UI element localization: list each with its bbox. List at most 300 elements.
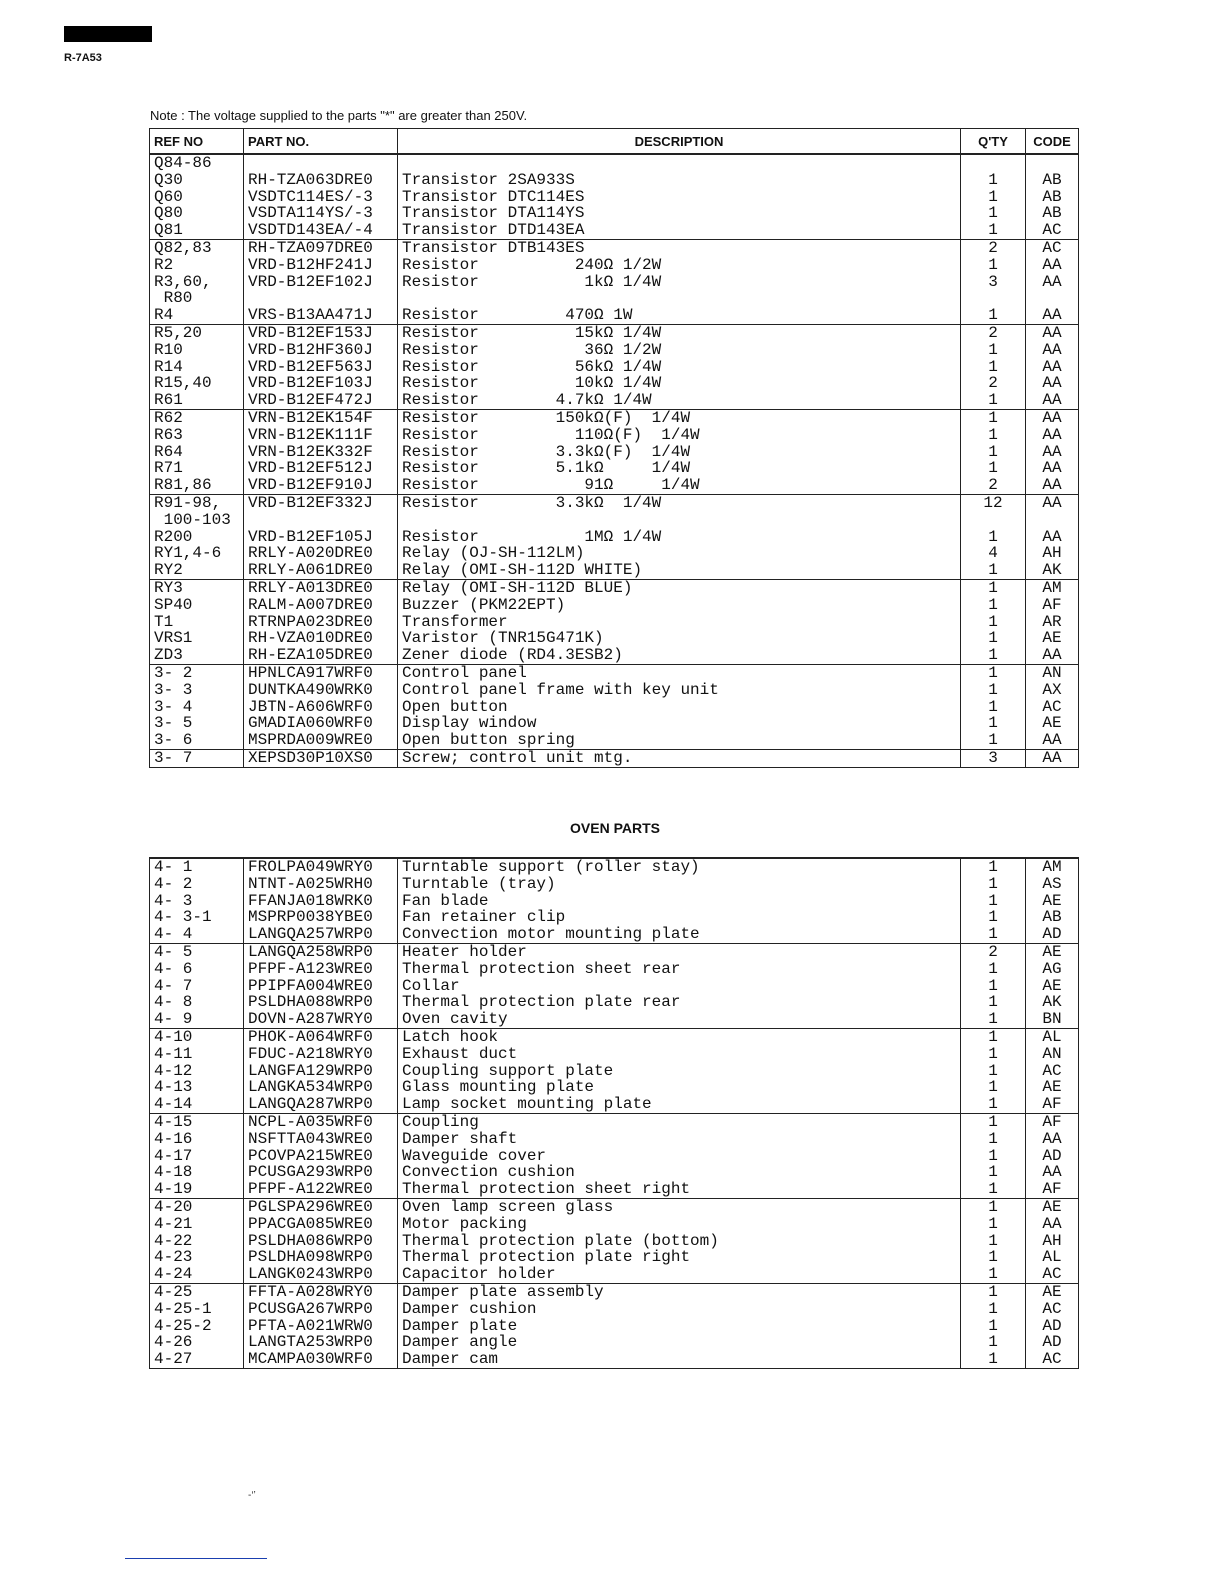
cell-line: Q84-86	[154, 155, 212, 172]
cell-line: Damper cam	[402, 1351, 499, 1368]
cell-line: FROLPA049WRY0	[248, 859, 373, 876]
cell-line: 1	[988, 358, 998, 376]
cell-line: 1	[988, 715, 998, 733]
cell-line: SP40	[154, 596, 193, 614]
cell-line: 1	[988, 1130, 998, 1148]
code-cell	[1026, 1198, 1079, 1283]
part-no-cell	[244, 943, 398, 1028]
electrical-parts-table	[149, 128, 1079, 768]
cell-line: VRS-B13AA471J	[248, 307, 373, 324]
qty-cell	[961, 664, 1026, 749]
cell-line: 1	[988, 613, 998, 631]
ref-no-cell	[150, 409, 244, 494]
cell-line: AD	[1042, 1334, 1062, 1352]
cell-line: 1	[988, 926, 998, 943]
cell-line: PSLDHA088WRP0	[248, 994, 373, 1012]
description-cell	[398, 579, 961, 664]
cell-line: AA	[1042, 528, 1062, 546]
cell-line: Damper cushion	[402, 1300, 537, 1318]
cell-line: VRN-B12EK332F	[248, 443, 373, 461]
cell-line: 1	[988, 1147, 998, 1165]
cell-line: Fan blade	[402, 892, 489, 910]
cell-line: 1	[988, 1317, 998, 1335]
cell-line: AE	[1042, 1283, 1062, 1301]
cell-line: AF	[1042, 1096, 1062, 1113]
cell-line: Lamp socket mounting plate	[402, 1096, 652, 1113]
cell-line: RY1,4-6	[154, 545, 222, 563]
cell-line: Resistor 470Ω 1W	[402, 307, 633, 324]
cell-line: Transistor DTC114ES	[402, 188, 585, 206]
code-cell	[1026, 749, 1079, 767]
code-cell	[1026, 1113, 1079, 1198]
cell-line: PSLDHA098WRP0	[248, 1249, 373, 1267]
cell-line: AA	[1042, 409, 1062, 427]
part-no-cell	[244, 154, 398, 239]
cell-line: AA	[1042, 443, 1062, 461]
row-group	[150, 324, 1079, 409]
table-row	[150, 1283, 1079, 1368]
cell-line: 1	[988, 647, 998, 664]
cell-line: 1	[988, 1266, 998, 1283]
code-cell	[1026, 858, 1079, 943]
cell-line: 4-21	[154, 1215, 193, 1233]
row-group	[150, 943, 1079, 1028]
ref-no-cell	[150, 1283, 244, 1368]
code-cell	[1026, 1028, 1079, 1113]
cell-line: 1	[988, 171, 998, 189]
cell-line: AS	[1042, 875, 1062, 893]
cell-line: AE	[1042, 715, 1062, 733]
cell-line: 1	[988, 205, 998, 223]
cell-line: 1	[988, 664, 998, 682]
col-description: DESCRIPTION	[398, 129, 961, 155]
ref-no-cell	[150, 749, 244, 767]
cell-line: Resistor 10kΩ 1/4W	[402, 375, 662, 393]
cell-line: Buzzer (PKM22EPT)	[402, 596, 566, 614]
cell-line: Heater holder	[402, 943, 527, 961]
part-no-cell	[244, 1113, 398, 1198]
cell-line: 1	[988, 1113, 998, 1131]
description-cell	[398, 1028, 961, 1113]
cell-line: R61	[154, 392, 183, 409]
cell-line: Transistor DTB143ES	[402, 239, 585, 257]
cell-line: AF	[1042, 1181, 1062, 1198]
cell-line: AA	[1042, 1164, 1062, 1182]
ref-no-cell	[150, 324, 244, 409]
cell-line: 3- 2	[154, 664, 193, 682]
ref-no-cell	[150, 943, 244, 1028]
cell-line	[965, 290, 1021, 307]
cell-line: AB	[1042, 171, 1062, 189]
cell-line: VRN-B12EK154F	[248, 409, 373, 427]
ref-no-cell	[150, 579, 244, 664]
description-cell	[398, 1198, 961, 1283]
qty-cell	[961, 154, 1026, 239]
table-row	[150, 1028, 1079, 1113]
cell-line: LANGQA258WRP0	[248, 943, 373, 961]
cell-line: Damper shaft	[402, 1130, 518, 1148]
cell-line: ZD3	[154, 647, 183, 664]
cell-line: Q30	[154, 171, 183, 189]
cell-line: AD	[1042, 1147, 1062, 1165]
cell-line: AA	[1042, 375, 1062, 393]
cell-line: 4- 4	[154, 926, 193, 943]
cell-line: 1	[988, 528, 998, 546]
cell-line: AB	[1042, 909, 1062, 927]
cell-line: AH	[1042, 545, 1062, 563]
description-cell	[398, 664, 961, 749]
cell-line: PSLDHA086WRP0	[248, 1232, 373, 1250]
cell-line: VRD-B12EF563J	[248, 358, 373, 376]
cell-line: 4-16	[154, 1130, 193, 1148]
cell-line: FFANJA018WRK0	[248, 892, 373, 910]
cell-line: 1	[988, 596, 998, 614]
description-cell	[398, 943, 961, 1028]
cell-line: R63	[154, 426, 183, 444]
code-cell	[1026, 943, 1079, 1028]
cell-line: VRD-B12EF102J	[248, 273, 373, 291]
part-no-cell	[244, 1198, 398, 1283]
cell-line: Thermal protection plate (bottom)	[402, 1232, 719, 1250]
cell-line: 4	[988, 545, 998, 563]
cell-line: PPACGA085WRE0	[248, 1215, 373, 1233]
cell-line: AC	[1042, 222, 1062, 239]
cell-line	[402, 155, 956, 172]
table-row	[150, 579, 1079, 664]
table-row	[150, 1198, 1079, 1283]
cell-line	[965, 155, 1021, 172]
part-no-cell	[244, 749, 398, 767]
cell-line: AD	[1042, 1317, 1062, 1335]
cell-line: 1	[988, 960, 998, 978]
cell-line: Coupling support plate	[402, 1062, 614, 1080]
cell-line: Exhaust duct	[402, 1045, 518, 1063]
cell-line: R10	[154, 341, 183, 359]
cell-line: 4-26	[154, 1334, 193, 1352]
cell-line	[248, 512, 393, 529]
cell-line: Fan retainer clip	[402, 909, 566, 927]
cell-line: Thermal protection sheet rear	[402, 960, 681, 978]
cell-line: AL	[1042, 1249, 1062, 1267]
cell-line: 1	[988, 426, 998, 444]
cell-line: 1	[988, 1300, 998, 1318]
part-no-cell	[244, 409, 398, 494]
cell-line: RRLY-A061DRE0	[248, 562, 373, 579]
cell-line: 4- 7	[154, 977, 193, 995]
cell-line: VRN-B12EK111F	[248, 426, 373, 444]
cell-line: AA	[1042, 732, 1062, 749]
cell-line: AK	[1042, 562, 1062, 579]
table-row	[150, 324, 1079, 409]
description-cell	[398, 239, 961, 324]
table-row	[150, 858, 1079, 943]
cell-line: 2	[988, 477, 998, 494]
col-ref-no: REF NO	[150, 129, 244, 155]
cell-line: 3- 5	[154, 715, 193, 733]
ref-no-cell	[150, 239, 244, 324]
cell-line: AC	[1042, 698, 1062, 716]
cell-line: Oven cavity	[402, 1011, 508, 1028]
cell-line: AK	[1042, 994, 1062, 1012]
row-group	[150, 494, 1079, 579]
cell-line: MSPRP0038YBE0	[248, 909, 373, 927]
cell-line: Screw; control unit mtg.	[402, 749, 633, 767]
cell-line: AE	[1042, 630, 1062, 648]
cell-line: RALM-A007DRE0	[248, 596, 373, 614]
cell-line: LANGQA287WRP0	[248, 1096, 373, 1113]
cell-line: 4- 3	[154, 892, 193, 910]
cell-line: JBTN-A606WRF0	[248, 698, 373, 716]
cell-line: 4-18	[154, 1164, 193, 1182]
description-cell	[398, 324, 961, 409]
cell-line: Thermal protection sheet right	[402, 1181, 691, 1198]
cell-line	[248, 290, 393, 307]
cell-line: 1	[988, 1164, 998, 1182]
cell-line: VRS1	[154, 630, 193, 648]
cell-line: R81,86	[154, 477, 212, 494]
cell-line: VSDTC114ES/-3	[248, 188, 373, 206]
cell-line: RRLY-A020DRE0	[248, 545, 373, 563]
cell-line: Oven lamp screen glass	[402, 1198, 614, 1216]
cell-line: 1	[988, 341, 998, 359]
part-no-cell	[244, 1028, 398, 1113]
cell-line: 4-13	[154, 1079, 193, 1097]
cell-line: FFTA-A028WRY0	[248, 1283, 373, 1301]
cell-line: AC	[1042, 1266, 1062, 1283]
cell-line: RY2	[154, 562, 183, 579]
cell-line: Resistor 15kΩ 1/4W	[402, 324, 662, 342]
cell-line: PCOVPA215WRE0	[248, 1147, 373, 1165]
cell-line: AA	[1042, 256, 1062, 274]
cell-line: 4-24	[154, 1266, 193, 1283]
cell-line: 4- 3-1	[154, 909, 212, 927]
cell-line: AA	[1042, 392, 1062, 409]
row-group	[150, 1113, 1079, 1198]
cell-line: 1	[988, 909, 998, 927]
cell-line: 1	[988, 681, 998, 699]
code-cell	[1026, 664, 1079, 749]
cell-line: 1	[988, 1334, 998, 1352]
code-cell	[1026, 324, 1079, 409]
cell-line: VRD-B12EF512J	[248, 460, 373, 478]
cell-line: Relay (OMI-SH-112D WHITE)	[402, 562, 643, 579]
table-row	[150, 1113, 1079, 1198]
cell-line: 4-27	[154, 1351, 193, 1368]
cell-line: AA	[1042, 1215, 1062, 1233]
cell-line: AH	[1042, 1232, 1062, 1250]
cell-line: 1	[988, 579, 998, 597]
table-row	[150, 664, 1079, 749]
code-cell	[1026, 579, 1079, 664]
qty-cell	[961, 494, 1026, 579]
cell-line: LANGFA129WRP0	[248, 1062, 373, 1080]
cell-line: VRD-B12EF332J	[248, 494, 373, 512]
code-cell	[1026, 1283, 1079, 1368]
cell-line: 4-10	[154, 1028, 193, 1046]
cell-line: VRD-B12EF103J	[248, 375, 373, 393]
cell-line: 2	[988, 239, 998, 257]
cell-line: MSPRDA009WRE0	[248, 732, 373, 749]
cell-line: LANGK0243WRP0	[248, 1266, 373, 1283]
cell-line: 4-14	[154, 1096, 193, 1113]
cell-line: R14	[154, 358, 183, 376]
cell-line	[965, 512, 1021, 529]
cell-line: AC	[1042, 1062, 1062, 1080]
part-no-cell	[244, 1283, 398, 1368]
cell-line: R3,60,	[154, 273, 212, 291]
cell-line: 1	[988, 460, 998, 478]
cell-line: RH-TZA063DRE0	[248, 171, 373, 189]
cell-line: 1	[988, 307, 998, 324]
table-row	[150, 494, 1079, 579]
cell-line: GMADIA060WRF0	[248, 715, 373, 733]
cell-line	[1030, 155, 1074, 172]
code-cell	[1026, 239, 1079, 324]
cell-line: 12	[983, 494, 1003, 512]
cell-line: Glass mounting plate	[402, 1079, 595, 1097]
cell-line: 4- 1	[154, 859, 193, 876]
cell-line: 1	[988, 1249, 998, 1267]
cell-line: XEPSD30P10XS0	[248, 749, 373, 767]
cell-line: AA	[1042, 1130, 1062, 1148]
cell-line: AR	[1042, 613, 1062, 631]
row-group	[150, 1283, 1079, 1368]
qty-cell	[961, 749, 1026, 767]
cell-line: VRD-B12EF472J	[248, 392, 373, 409]
cell-line: 1	[988, 1283, 998, 1301]
cell-line	[248, 155, 393, 172]
cell-line: 4-15	[154, 1113, 193, 1131]
cell-line: AA	[1042, 341, 1062, 359]
voltage-note: Note : The voltage supplied to the parts "*" are greater than 250V.	[150, 108, 528, 123]
cell-line: AA	[1042, 460, 1062, 478]
cell-line: AA	[1042, 307, 1062, 324]
cell-line: LANGKA534WRP0	[248, 1079, 373, 1097]
cell-line: PFTA-A021WRW0	[248, 1317, 373, 1335]
row-group	[150, 409, 1079, 494]
cell-line: AE	[1042, 1079, 1062, 1097]
cell-line: 1	[988, 732, 998, 749]
cell-line: AA	[1042, 324, 1062, 342]
cell-line: VSDTD143EA/-4	[248, 222, 373, 239]
table-row	[150, 943, 1079, 1028]
cell-line: 3- 4	[154, 698, 193, 716]
cell-line: AB	[1042, 188, 1062, 206]
cell-line: 1	[988, 630, 998, 648]
cell-line: LANGTA253WRP0	[248, 1334, 373, 1352]
cell-line: PGLSPA296WRE0	[248, 1198, 373, 1216]
table-row	[150, 239, 1079, 324]
cell-line: Damper plate assembly	[402, 1283, 604, 1301]
cell-line: PHOK-A064WRF0	[248, 1028, 373, 1046]
cell-line: AN	[1042, 664, 1062, 682]
cell-line: RH-VZA010DRE0	[248, 630, 373, 648]
cell-line: DOVN-A287WRY0	[248, 1011, 373, 1028]
cell-line: 1	[988, 977, 998, 995]
cell-line: R91-98,	[154, 494, 222, 512]
cell-line: 1	[988, 1011, 998, 1028]
row-group	[150, 154, 1079, 239]
code-cell	[1026, 154, 1079, 239]
cell-line: PCUSGA293WRP0	[248, 1164, 373, 1182]
qty-cell	[961, 324, 1026, 409]
cell-line: 1	[988, 1198, 998, 1216]
cell-line: Q82,83	[154, 239, 212, 257]
cell-line: Capacitor holder	[402, 1266, 556, 1283]
cell-line: 4-25-2	[154, 1317, 212, 1335]
cell-line: 1	[988, 994, 998, 1012]
cell-line: LANGQA257WRP0	[248, 926, 373, 943]
cell-line: 1	[988, 1079, 998, 1097]
cell-line: DUNTKA490WRK0	[248, 681, 373, 699]
cell-line: AX	[1042, 681, 1062, 699]
cell-line: VSDTA114YS/-3	[248, 205, 373, 223]
ref-no-cell	[150, 1113, 244, 1198]
ref-no-cell	[150, 154, 244, 239]
description-cell	[398, 749, 961, 767]
cell-line	[1030, 512, 1074, 529]
ref-no-cell	[150, 858, 244, 943]
cell-line: FDUC-A218WRY0	[248, 1045, 373, 1063]
col-part-no: PART NO.	[244, 129, 398, 155]
cell-line: Transistor DTA114YS	[402, 205, 585, 223]
cell-line: 4-11	[154, 1045, 193, 1063]
cell-line: R62	[154, 409, 183, 427]
cell-line: 1	[988, 1096, 998, 1113]
cell-line: Q60	[154, 188, 183, 206]
cell-line: Resistor 240Ω 1/2W	[402, 256, 662, 274]
cell-line: Resistor 36Ω 1/2W	[402, 341, 662, 359]
part-no-cell	[244, 664, 398, 749]
cell-line: 1	[988, 859, 998, 876]
code-cell	[1026, 494, 1079, 579]
cell-line: 4-20	[154, 1198, 193, 1216]
cell-line: AN	[1042, 1045, 1062, 1063]
cell-line: 2	[988, 943, 998, 961]
cell-line: AE	[1042, 977, 1062, 995]
cell-line: Q81	[154, 222, 183, 239]
cell-line: 4-22	[154, 1232, 193, 1250]
row-group	[150, 664, 1079, 749]
header-black-bar	[64, 26, 152, 42]
row-group	[150, 1198, 1079, 1283]
cell-line: Turntable support (roller stay)	[402, 859, 700, 876]
part-no-cell	[244, 494, 398, 579]
cell-line: Resistor 5.1kΩ 1/4W	[402, 460, 691, 478]
cell-line: AM	[1042, 579, 1062, 597]
cell-line: AL	[1042, 1028, 1062, 1046]
cell-line: Coupling	[402, 1113, 479, 1131]
cell-line: PFPF-A122WRE0	[248, 1181, 373, 1198]
cell-line: AC	[1042, 239, 1062, 257]
cell-line: Damper angle	[402, 1334, 518, 1352]
cell-line: AA	[1042, 494, 1062, 512]
cell-line: Resistor 4.7kΩ 1/4W	[402, 392, 652, 409]
cell-line: 1	[988, 443, 998, 461]
cell-line: Display window	[402, 715, 537, 733]
cell-line: 4- 5	[154, 943, 193, 961]
cell-line: Varistor (TNR15G471K)	[402, 630, 604, 648]
part-no-cell	[244, 579, 398, 664]
cell-line: PPIPFA004WRE0	[248, 977, 373, 995]
cell-line: RH-EZA105DRE0	[248, 647, 373, 664]
table-row	[150, 409, 1079, 494]
part-no-cell	[244, 324, 398, 409]
cell-line: AD	[1042, 926, 1062, 943]
cell-line: VRD-B12HF360J	[248, 341, 373, 359]
cell-line: Transformer	[402, 613, 508, 631]
oven-parts-table	[149, 857, 1079, 1369]
